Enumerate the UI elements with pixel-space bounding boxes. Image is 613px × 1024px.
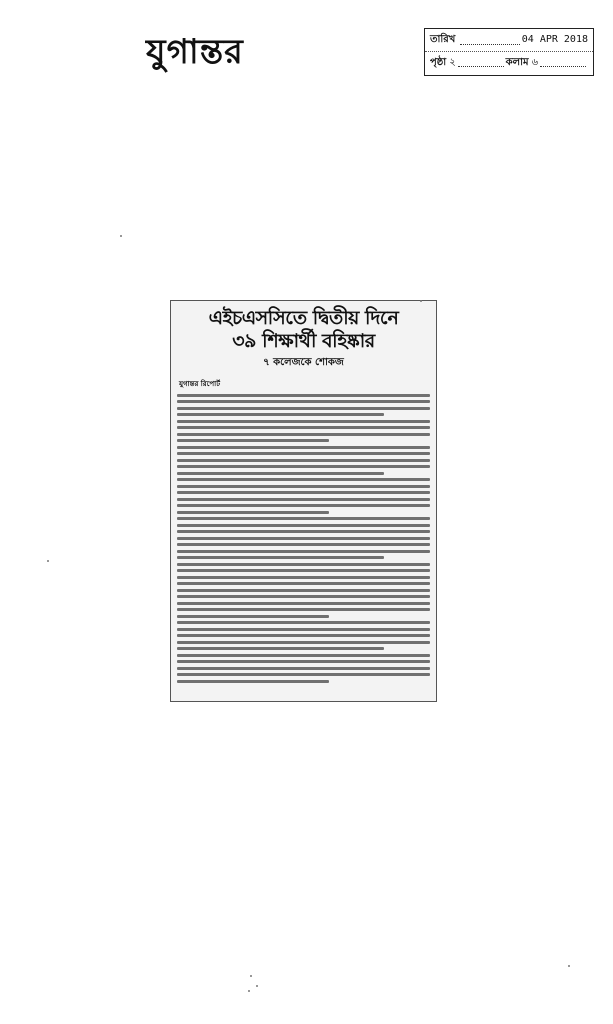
body-text-line xyxy=(177,426,430,429)
body-text-line xyxy=(177,400,430,403)
body-text-line xyxy=(177,452,430,455)
stamp-divider xyxy=(460,36,519,45)
stamp-page-row xyxy=(425,51,593,73)
body-text-line xyxy=(177,680,329,683)
scan-speck xyxy=(248,990,250,992)
body-text-line xyxy=(177,628,430,631)
body-text-line xyxy=(177,439,329,442)
clipping-body-text xyxy=(177,394,430,683)
body-text-line xyxy=(177,602,430,605)
body-text-line xyxy=(177,660,430,663)
body-text-line xyxy=(177,615,329,618)
body-text-line xyxy=(177,498,430,501)
body-text-line xyxy=(177,524,430,527)
body-text-line xyxy=(177,543,430,546)
stamp-divider xyxy=(458,58,504,67)
body-text-line xyxy=(177,413,384,416)
body-text-line xyxy=(177,647,384,650)
body-text-line xyxy=(177,582,430,585)
body-text-line xyxy=(177,550,430,553)
body-text-line xyxy=(177,621,430,624)
body-text-line xyxy=(177,517,430,520)
stamp-date-label: তারিখ xyxy=(430,34,456,45)
stamp-page-label: পৃষ্ঠা xyxy=(430,56,447,68)
scan-speck xyxy=(47,560,49,562)
body-text-line xyxy=(177,634,430,637)
body-text-line xyxy=(177,465,430,468)
body-text-line xyxy=(177,641,430,644)
stamp-column-label: কলাম xyxy=(505,56,529,68)
body-text-line xyxy=(177,589,430,592)
scan-speck xyxy=(250,975,252,977)
body-text-line xyxy=(177,569,430,572)
body-text-line xyxy=(177,654,430,657)
headline-line-2: ৩৯ শিক্ষার্থী বহিষ্কার xyxy=(232,330,375,352)
body-text-line xyxy=(177,673,430,676)
body-text-line xyxy=(177,433,430,436)
body-text-line xyxy=(177,394,430,397)
stamp-date-row xyxy=(425,29,593,51)
body-text-line xyxy=(177,608,430,611)
body-text-line xyxy=(177,446,430,449)
body-text-line xyxy=(177,478,430,481)
body-text-line xyxy=(177,667,430,670)
stamp-divider xyxy=(540,58,586,67)
clipping-stamp xyxy=(424,28,594,76)
clipping-subheadline: ৭ কলেজকে শোকজ xyxy=(263,357,344,368)
stamp-page-value: ২ xyxy=(449,56,456,68)
scan-speck xyxy=(120,235,122,237)
body-text-line xyxy=(177,491,430,494)
body-text-line xyxy=(177,472,384,475)
body-text-line xyxy=(177,407,430,410)
stamp-column-value: ৬ xyxy=(531,56,539,68)
body-text-line xyxy=(177,504,430,507)
clipping-headline xyxy=(177,307,430,353)
body-text-line xyxy=(177,556,384,559)
clipping-byline: যুগান্তর রিপোর্ট xyxy=(179,380,221,388)
body-text-line xyxy=(177,511,329,514)
body-text-line xyxy=(177,595,430,598)
body-text-line xyxy=(177,576,430,579)
news-clipping xyxy=(170,300,437,702)
body-text-line xyxy=(177,563,430,566)
body-text-line xyxy=(177,530,430,533)
scan-speck xyxy=(256,985,258,987)
body-text-line xyxy=(177,420,430,423)
body-text-line xyxy=(177,485,430,488)
scan-speck xyxy=(420,300,422,302)
newspaper-masthead: যুগান্তর xyxy=(146,32,244,72)
body-text-line xyxy=(177,459,430,462)
scan-speck xyxy=(568,965,570,967)
headline-line-1: এইচএসসিতে দ্বিতীয় দিনে xyxy=(208,307,399,329)
stamp-date-value: 04 APR 2018 xyxy=(521,34,588,45)
body-text-line xyxy=(177,537,430,540)
